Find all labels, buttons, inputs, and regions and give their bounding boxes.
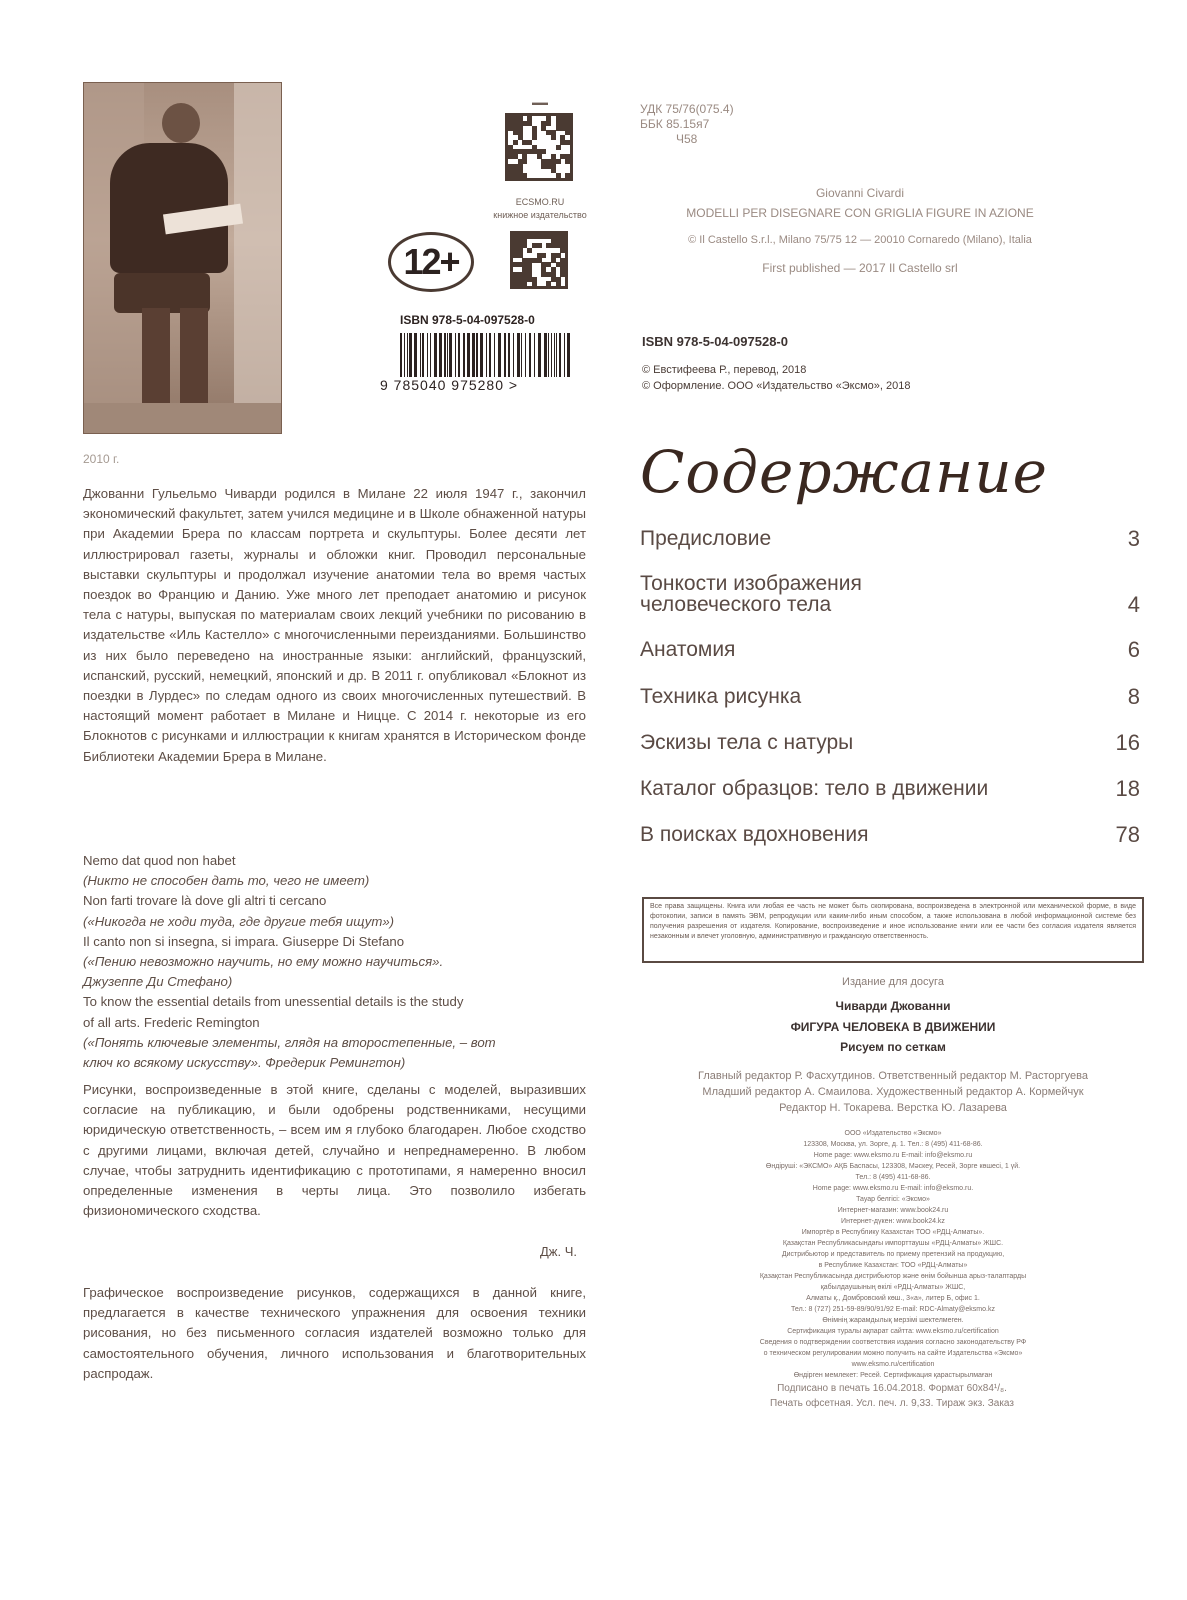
barcode-number: 9 785040 975280 > — [380, 377, 519, 393]
imprint-editors-1: Главный редактор Р. Фасхутдинов. Ответственный редактор М. Расторгуева — [698, 1070, 1088, 1082]
age-rating-badge: 12+ — [388, 232, 474, 292]
photo-head — [162, 103, 200, 143]
imprint-editors-3: Редактор Н. Токарева. Верстка Ю. Лазарева — [779, 1102, 1007, 1114]
toc-item — [640, 639, 1140, 660]
imprint-fine-print — [642, 1128, 1144, 1381]
fine-print-line: о техническом регулировании можно получить на сайте Издательства «Эксмо» — [763, 1350, 1023, 1357]
imprint-print-2: Печать офсетная. Усл. печ. л. 9,33. Тираж экз. Заказ — [770, 1398, 1014, 1409]
fine-print-line: ООО «Издательство «Эксмо» — [844, 1130, 942, 1137]
imprint-subtitle: Рисуем по сеткам — [840, 1040, 946, 1054]
imprint-print-1: Подписано в печать 16.04.2018. Формат 60x84¹/₈. — [777, 1383, 1007, 1394]
imprint-genre: Издание для досуга — [842, 976, 944, 988]
fine-print-line: Сертификация туралы ақпарат сайтта: www.eksmo.ru/certification — [787, 1328, 999, 1335]
fine-print-line: Алматы қ., Домбровский көш., 3«а», литер Б, офис 1. — [806, 1295, 980, 1302]
photo-leg-right — [180, 308, 208, 403]
qr-top-mark: ▬▬ — [532, 98, 548, 107]
barcode-icon — [398, 333, 572, 377]
imprint-author: Чиварди Джованни — [835, 999, 951, 1013]
fine-print-line: Қазақстан Республикасындағы импорттаушы «РДЦ-Алматы» ЖШС. — [782, 1240, 1004, 1247]
toc-item — [640, 824, 1140, 845]
toc-item — [640, 778, 1140, 799]
translation-copyright: © Евстифеева Р., перевод, 2018 — [642, 364, 807, 376]
epigraph-line: of all arts. Frederic Remington — [83, 1014, 260, 1030]
original-title: MODELLI PER DISEGNARE CON GRIGLIA FIGURE IN AZIONE — [686, 206, 1034, 220]
toc-item-label: В поисках вдохновения — [640, 823, 869, 846]
isbn: ISBN 978-5-04-097528-0 — [642, 334, 788, 349]
epigraph-line: (Никто не способен дать то, чего не имеет) — [83, 873, 370, 889]
photo-lap — [114, 273, 210, 313]
toc-item-page: 6 — [1127, 637, 1140, 662]
fine-print-line: Импортёр в Республику Казахстан ТОО «РДЦ-Алматы». — [801, 1229, 985, 1236]
design-copyright: © Оформление. ООО «Издательство «Эксмо», 2018 — [642, 380, 911, 392]
fine-print-line: Қазақстан Республикасында дистрибьютор және өнім бойынша арыз-талаптарды — [759, 1273, 1027, 1280]
toc-item-label: Каталог образцов: тело в движении — [640, 777, 989, 800]
toc-item-page: 16 — [1115, 730, 1140, 755]
qr-caption-publisher: книжное издательство — [493, 210, 587, 220]
first-published: First published — 2017 Il Castello srl — [762, 261, 958, 275]
toc-item-page: 18 — [1115, 776, 1140, 801]
fine-print-line: Home page: www.eksmo.ru E-mail: info@eksmo.ru. — [812, 1185, 974, 1192]
fine-print-line: Өнімнің жарамдылық мерзімі шектелмеген. — [822, 1317, 964, 1324]
fine-print-line: Тел.: 8 (495) 411-68-86. — [855, 1174, 931, 1181]
toc-item-label: Техника рисунка — [640, 685, 802, 708]
epigraph-line: Il canto non si insegna, si impara. Giuseppe Di Stefano — [83, 933, 405, 949]
fine-print-line: Интернет-дүкен: www.book24.kz — [841, 1218, 945, 1225]
toc-title: Содержание — [640, 438, 1048, 506]
toc-item-page: 4 — [1127, 592, 1140, 617]
qr-code-icon — [505, 113, 573, 181]
models-note: Рисунки, воспроизведенные в этой книге, сделаны с моделей, выразивших согласие на публикацию, и были одобрены родственниками, несущими юридическую ответственность, – всем им я глубоко благодарен. Любое сходство с другими лицами, включая детей, случайно и непреднамеренно. В любом случае, чтобы затруднить идентификацию с прототипами, я намеренно вносил определенные изменения в черты лица. Это позволило избегать физиономического сходства. — [83, 1082, 586, 1219]
epigraph-line: («Никогда не ходи туда, где другие тебя ищут») — [83, 913, 395, 929]
fine-print-line: Интернет-магазин: www.book24.ru — [837, 1207, 949, 1214]
barcode-isbn: ISBN 978-5-04-097528-0 — [400, 313, 535, 327]
udk-code: УДК 75/76(075.4) — [640, 102, 734, 116]
toc-item-page: 78 — [1115, 822, 1140, 847]
fine-print-line: в Республике Казахстан: ТОО «РДЦ-Алматы» — [818, 1262, 968, 1269]
epigraph-line: («Понять ключевые элементы, глядя на второстепенные, – вот — [83, 1034, 496, 1050]
fine-print-line: Өндіруші: «ЭКСМО» АҚБ Баспасы, 123308, Мәскеу, Ресей, Зорге көшесі, 1 үй. — [765, 1163, 1021, 1170]
bbk-code: ББК 85.15я7 — [640, 117, 710, 131]
photo-caption: 2010 г. — [83, 452, 120, 466]
fine-print-line: қабылдаушының өкілі «РДЦ-Алматы» ЖШС, — [820, 1284, 966, 1291]
fine-print-line: 123308, Москва, ул. Зорге, д. 1. Тел.: 8 (495) 411-68-86. — [803, 1141, 983, 1148]
signature: Дж. Ч. — [540, 1244, 578, 1259]
toc-item-label: Анатомия — [640, 638, 736, 661]
photo-chair-right — [234, 83, 282, 434]
author-photo — [83, 82, 282, 434]
rights-notice: Все права защищены. Книга или любая ее часть не может быть скопирована, воспроизведена в электронной или механической форме, в виде фотокопии, записи в память ЭВМ, репродукции или каким-либо иным способом, а также использована в любой информационной системе без получения разрешения от издателя. Копирование, воспроизведение и иное использование книги или ее части без согласия издателя является незаконным и влечет уголовную, административную и гражданскую ответственность. — [642, 897, 1144, 963]
fine-print-line: www.eksmo.ru/certification — [851, 1361, 935, 1368]
author-sign-code: Ч58 — [676, 132, 698, 146]
fine-print-line: Дистрибьютор и представитель по приему претензий на продукцию, — [781, 1251, 1005, 1258]
toc-item — [640, 732, 1140, 753]
toc-item-label: Тонкости изображения человеческого тела — [640, 572, 862, 616]
fine-print-line: Тел.: 8 (727) 251-59-89/90/91/92 E-mail: RDC-Almaty@eksmo.kz — [791, 1306, 995, 1313]
epigraphs — [83, 851, 586, 1073]
qr-code-icon — [510, 231, 568, 289]
epigraph-line: To know the essential details from unessential details is the study — [83, 994, 464, 1010]
toc-item-label: Эскизы тела с натуры — [640, 731, 854, 754]
toc-item — [640, 573, 1140, 615]
epigraph-line: («Пению невозможно научить, но ему можно научиться». — [83, 954, 444, 970]
imprint-editors-2: Младший редактор А. Смаилова. Художественный редактор А. Кормейчук — [702, 1086, 1084, 1098]
toc-item-label: Предисловие — [640, 527, 772, 550]
photo-leg-left — [142, 308, 170, 403]
author-bio: Джованни Гульельмо Чиварди родился в Милане 22 июля 1947 г., закончил экономический факультет, затем учился медицине и в Школе обнаженной натуры при Академии Брера по классам портрета и скульптуры. Более десяти лет иллюстрировал газеты, журналы и обложки книг. Проводил персональные выставки скульптуры и продолжал изучение анатомии тела во время частых поездок во Францию и Данию. Уже много лет преподает анатомию и рисунок тела с натуры, выпуская по материалам своих лекций учебники по рисованию в издательстве «Иль Кастелло» с многочисленными переизданиями. Большинство из них было переведено на иностранные языки: английский, французский, испанский, русский, немецкий, японский и др. В 2011 г. опубликовал «Блокнот из поездки в Лурдес» по следам одного из своих многочисленных путешествий. В настоящий момент работает в Милане и Ниццe. С 2014 г. некоторые из его Блокнотов с рисунками и иллюстрации к книгам хранятся в Историческом фонде Библиотеки Академии Брера в Милане. — [83, 486, 586, 764]
photo-ground — [84, 403, 282, 434]
epigraph-line: ключ ко всякому искусству». Фредерик Ремингтон) — [83, 1055, 406, 1071]
original-author: Giovanni Civardi — [815, 186, 905, 200]
fine-print-line: Home page: www.eksmo.ru E-mail: info@eksmo.ru — [813, 1152, 973, 1159]
toc-item — [640, 528, 1140, 549]
epigraph-line: Nemo dat quod non habet — [83, 853, 236, 868]
qr-caption-site: ECSMO.RU — [515, 197, 565, 207]
toc-item — [640, 686, 1140, 707]
toc-item-page: 8 — [1127, 684, 1140, 709]
original-copyright: © Il Castello S.r.l., Milano 75/75 12 — 20010 Cornaredo (Milano), Italia — [688, 234, 1032, 246]
epigraph-line: Джузеппе Ди Стефано) — [83, 974, 233, 990]
toc-item-page: 3 — [1127, 526, 1140, 551]
fine-print-line: Өндірген мемлекет: Ресей. Сертификация қарастырылмаған — [793, 1372, 993, 1379]
epigraph-line: Non farti trovare là dove gli altri ti cercano — [83, 893, 327, 909]
fine-print-line: Сведения о подтверждении соответствия издания согласно законодательству РФ — [759, 1339, 1027, 1346]
fine-print-line: Тауар белгісі: «Эксмо» — [856, 1196, 930, 1203]
imprint-title: ФИГУРА ЧЕЛОВЕКА В ДВИЖЕНИИ — [790, 1020, 996, 1034]
reproduction-note: Графическое воспроизведение рисунков, содержащихся в данной книге, предлагается в качестве технического упражнения для освоения техники рисования, но без письменного согласия издателей возможно только для самостоятельного обучения, личного использования и благотворительных распродаж. — [83, 1285, 586, 1381]
